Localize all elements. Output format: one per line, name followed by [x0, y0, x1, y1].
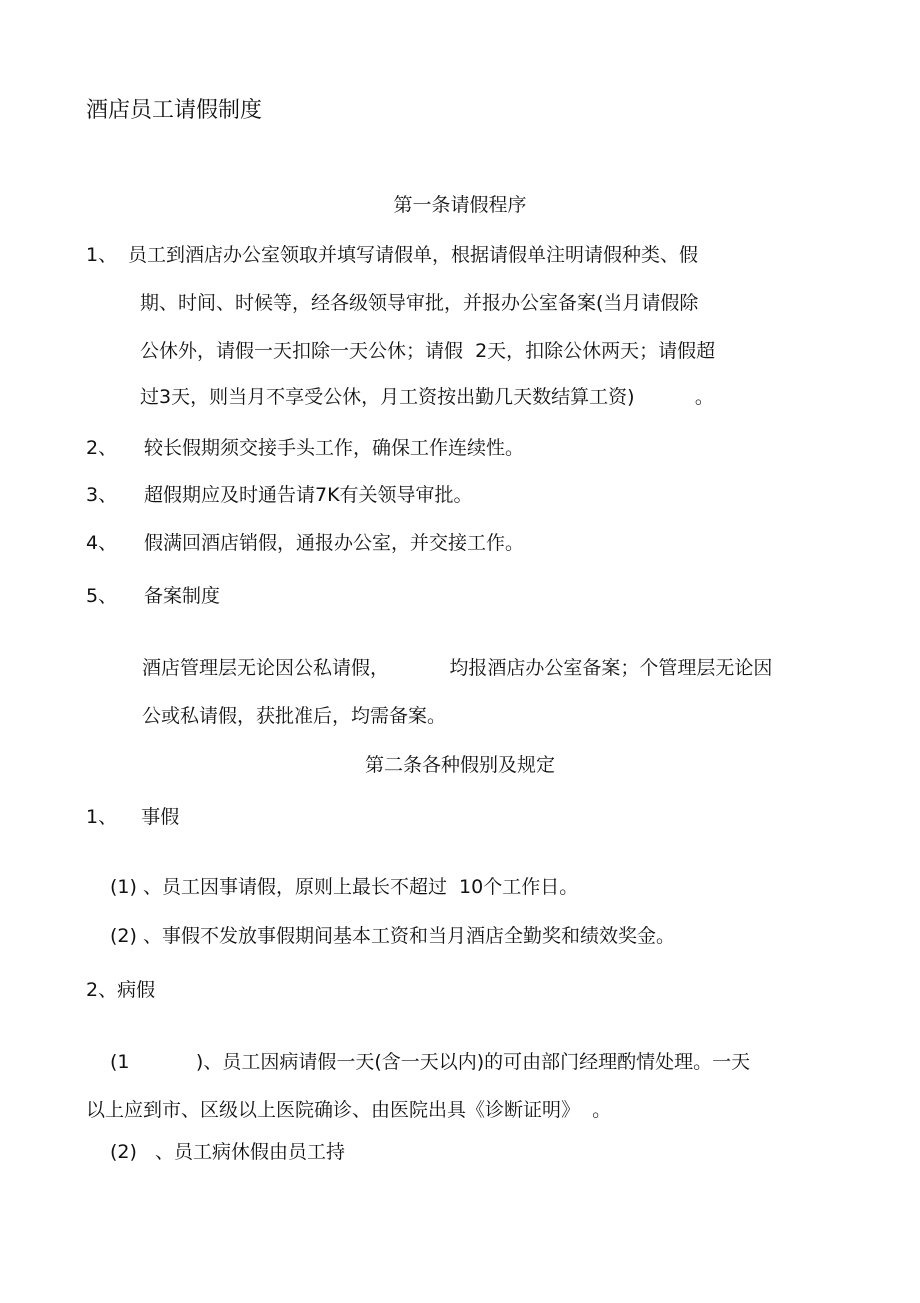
- personal-leave-item: (2) 、事假不发放事假期间基本工资和当月酒店全勤奖和绩效奖金。: [110, 925, 675, 947]
- item-1-line: 公休外，请假一天扣除一天公休；请假 2天，扣除公休两天；请假超: [140, 340, 716, 362]
- item-4-text: 假满回酒店销假，通报办公室，并交接工作。: [144, 532, 525, 554]
- personal-leave-label: 1、 事假: [86, 806, 180, 828]
- item-3-text: 超假期应及时通告请7K有关领导审批。: [144, 484, 473, 506]
- sick-leave-item: 以上应到市、区级以上医院确诊、由医院出具《诊断证明》 。: [86, 1099, 612, 1121]
- item-5-text: 备案制度: [144, 585, 221, 607]
- item-1-line: 过3天，则当月不享受公休，月工资按出勤几天数结算工资) 。: [140, 386, 714, 408]
- item-1-line: 员工到酒店办公室领取并填写请假单，根据请假单注明请假种类、假: [128, 244, 699, 266]
- sick-leave-label: 2、病假: [86, 979, 156, 1001]
- personal-leave-item: (1) 、员工因事请假，原则上最长不超过 10个工作日。: [110, 876, 579, 898]
- document-title: 酒店员工请假制度: [86, 98, 263, 123]
- item-number: 4、: [86, 532, 118, 554]
- item-number: 2、: [86, 437, 118, 459]
- item-2-text: 较长假期须交接手头工作，确保工作连续性。: [144, 437, 525, 459]
- item-number: 1、: [86, 244, 118, 266]
- sick-leave-item: (1 )、员工因病请假一天(含一天以内)的可由部门经理酌情处理。一天: [110, 1051, 751, 1073]
- section2-heading: 第二条各种假别及规定: [364, 754, 555, 776]
- item-number: 3、: [86, 484, 118, 506]
- item-1-line: 期、时间、时候等，经各级领导审批，并报办公室备案(当月请假除: [140, 292, 699, 314]
- item-number: 5、: [86, 585, 118, 607]
- sick-leave-item: (2) 、员工病休假由员工持: [110, 1141, 346, 1163]
- filing-paragraph-line: 公或私请假，获批准后，均需备案。: [142, 705, 447, 727]
- section1-heading: 第一条请假程序: [393, 194, 527, 216]
- filing-paragraph-line: 酒店管理层无论因公私请假， 均报酒店办公室备案；个管理层无论因: [142, 657, 773, 679]
